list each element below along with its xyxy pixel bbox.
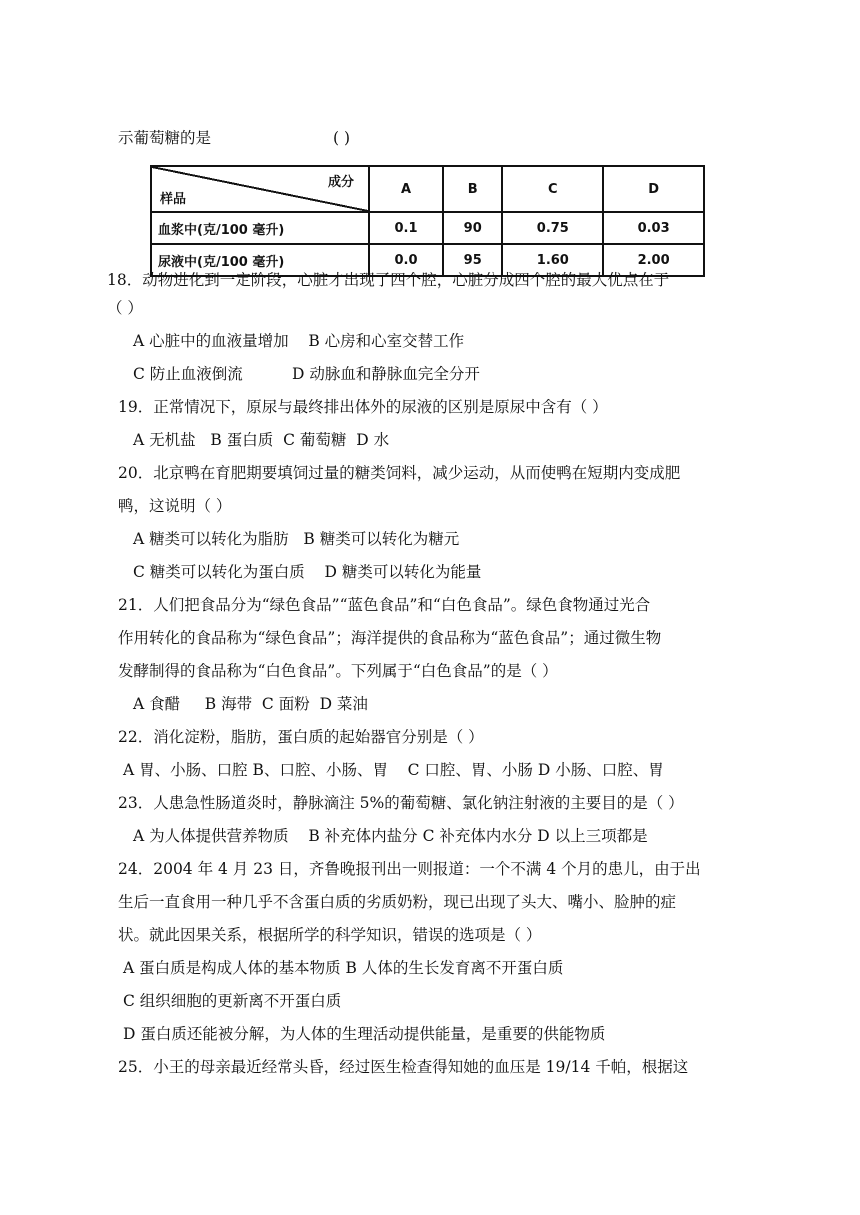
header-sample: 样品 (160, 192, 187, 207)
q18-stem: 18．动物进化到一定阶段，心脏才出现了四个腔，心脏分成四个腔的最大优点在于 (107, 271, 670, 289)
q17-tail-text: 示葡萄糖的是 (118, 129, 212, 147)
q25-stem: 25．小王的母亲最近经常头昏，经过医生检查得知她的血压是 19/14 千帕，根据这 (118, 1058, 689, 1076)
q20-options-ab: A 糖类可以转化为脂肪 B 糖类可以转化为糖元 (133, 530, 460, 548)
q21-stem-cont2: 发酵制得的食品称为“白色食品”。下列属于“白色食品”的是（ ） (118, 662, 558, 680)
q24-option-c: C 组织细胞的更新离不开蛋白质 (123, 992, 342, 1010)
data-table (150, 165, 705, 277)
table-cell: 2.00 (603, 244, 704, 276)
q18-options-ab: A 心脏中的血液量增加 B 心房和心室交替工作 (133, 332, 465, 350)
col-header-d: D (603, 166, 704, 212)
col-header-c: C (502, 166, 603, 212)
q20-stem-cont: 鸭，这说明（ ） (118, 497, 232, 515)
table-row (151, 212, 704, 244)
q21-options: A 食醋 B 海带 C 面粉 D 菜油 (133, 695, 368, 713)
table-cell: 0.75 (502, 212, 603, 244)
q19-options: A 无机盐 B 蛋白质 C 葡萄糖 D 水 (133, 431, 390, 449)
header-component: 成分 (327, 175, 354, 190)
q24-stem-cont2: 状。就此因果关系，根据所学的科学知识，错误的选项是（ ） (118, 926, 542, 944)
table-corner-header (151, 166, 369, 212)
q23-stem: 23．人患急性肠道炎时，静脉滴注 5%的葡萄糖、氯化钠注射液的主要目的是（ ） (118, 794, 684, 812)
q20-options-cd: C 糖类可以转化为蛋白质 D 糖类可以转化为能量 (133, 563, 482, 581)
row-label-plasma: 血浆中(克/100 毫升) (151, 212, 369, 244)
q22-options: A 胃、小肠、口腔 B、口腔、小肠、胃 C 口腔、胃、小肠 D 小肠、口腔、胃 (123, 761, 664, 779)
q17-answer-blank: ( ) (333, 129, 351, 147)
q22-stem: 22．消化淀粉，脂肪，蛋白质的起始器官分别是（ ） (118, 728, 484, 746)
table-cell: 1.60 (502, 244, 603, 276)
q24-stem: 24．2004 年 4 月 23 日，齐鲁晚报刊出一则报道：一个不满 4 个月的患儿，由于出 (118, 860, 701, 878)
q20-stem: 20．北京鸭在育肥期要填饲过量的糖类饲料，减少运动，从而使鸭在短期内变成肥 (118, 464, 681, 482)
q24-option-d: D 蛋白质还能被分解，为人体的生理活动提供能量，是重要的供能物质 (123, 1025, 606, 1043)
q17-tail (118, 128, 351, 148)
q24-options-ab: A 蛋白质是构成人体的基本物质 B 人体的生长发育离不开蛋白质 (123, 959, 564, 977)
row-label-urine: 尿液中(克/100 毫升) (151, 244, 369, 276)
table-cell: 90 (443, 212, 502, 244)
q18-options-cd: C 防止血液倒流 D 动脉血和静脉血完全分开 (133, 365, 480, 383)
q21-stem: 21．人们把食品分为“绿色食品”“蓝色食品”和“白色食品”。绿色食物通过光合 (118, 596, 651, 614)
q24-stem-cont: 生后一直食用一种几乎不含蛋白质的劣质奶粉，现已出现了头大、嘴小、脸肿的症 (118, 893, 677, 911)
col-header-b: B (443, 166, 502, 212)
col-header-a: A (369, 166, 443, 212)
table-cell: 0.03 (603, 212, 704, 244)
q19-stem: 19．正常情况下，原尿与最终排出体外的尿液的区别是原尿中含有（ ） (118, 398, 608, 416)
q23-options: A 为人体提供营养物质 B 补充体内盐分 C 补充体内水分 D 以上三项都是 (133, 827, 648, 845)
table-cell: 95 (443, 244, 502, 276)
table-cell: 0.0 (369, 244, 443, 276)
table-cell: 0.1 (369, 212, 443, 244)
q21-stem-cont: 作用转化的食品称为“绿色食品”；海洋提供的食品称为“蓝色食品”；通过微生物 (118, 629, 662, 647)
q18-blank: （ ） (107, 299, 143, 317)
